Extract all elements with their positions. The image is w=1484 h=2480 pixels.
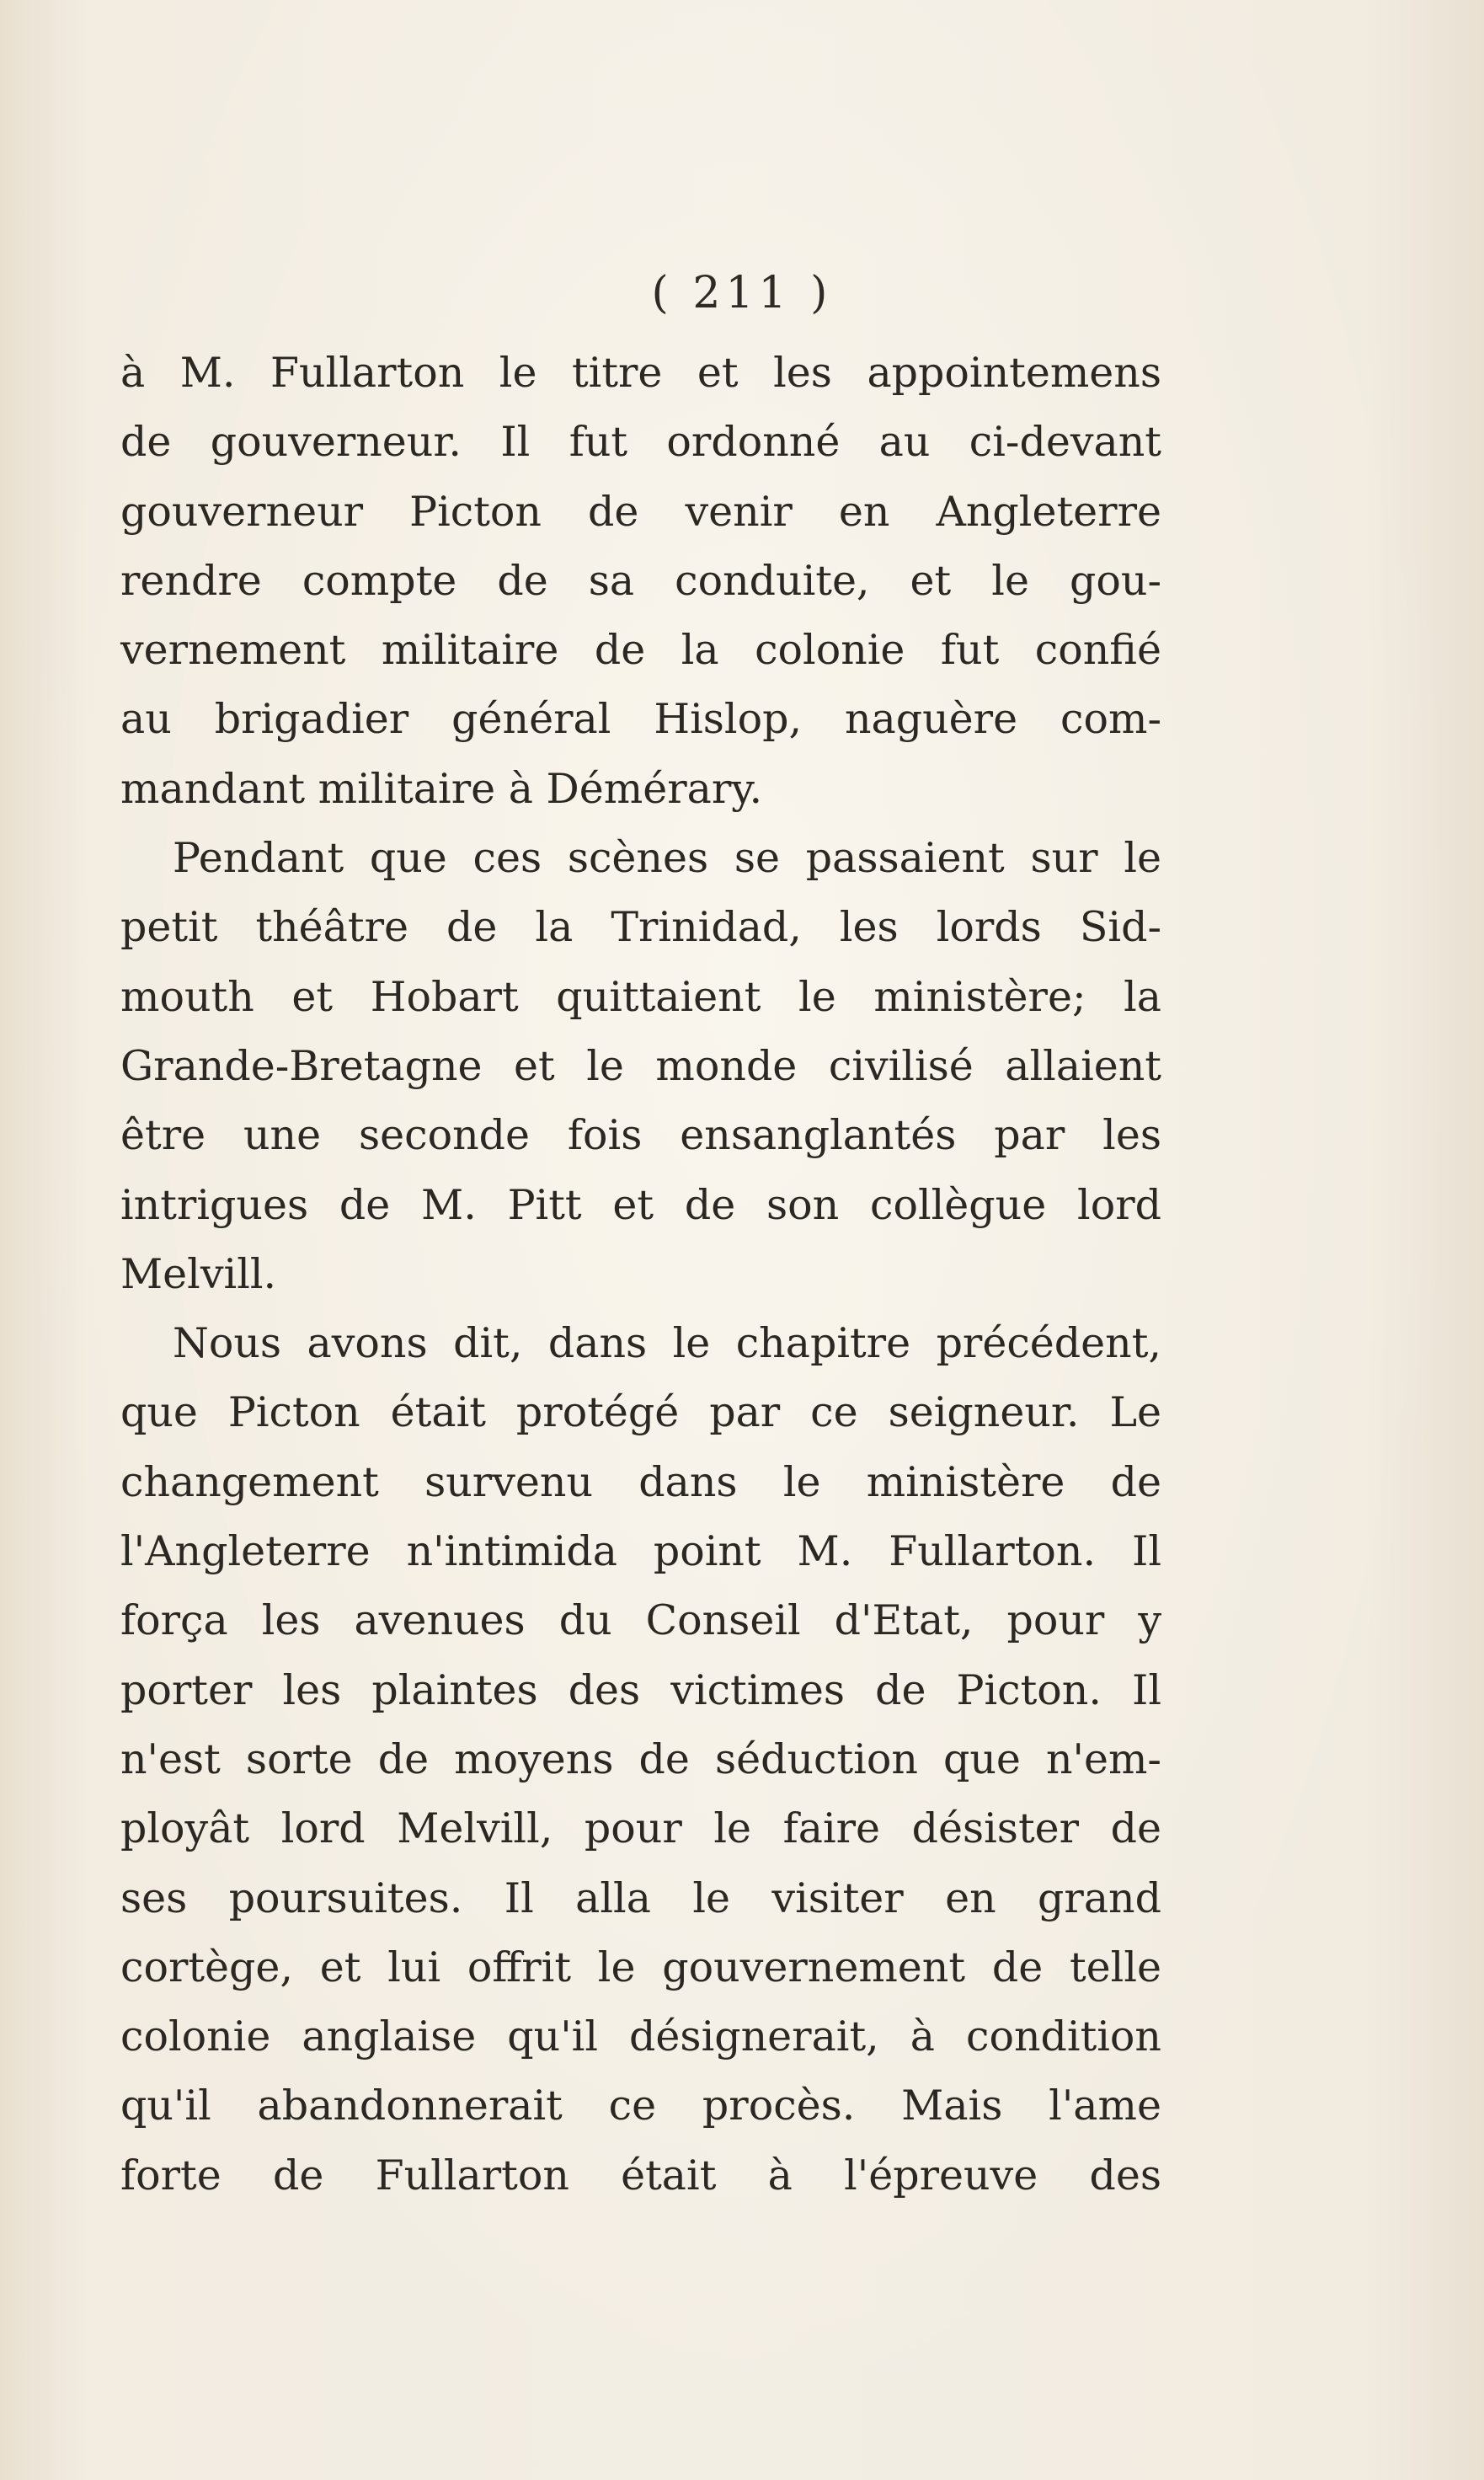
text-line: que Picton était protégé par ce seigneur. Le: [120, 1388, 1161, 1437]
page-number: ( 211 ): [651, 268, 833, 318]
text-line: être une seconde fois ensanglantés par les: [120, 1111, 1161, 1160]
text-line: Grande-Bretagne et le monde civilisé allaient: [120, 1041, 1161, 1090]
text-line: ployât lord Melvill, pour le faire désister de: [120, 1804, 1161, 1853]
text-line: n'est sorte de moyens de séduction que n'em-: [120, 1734, 1161, 1783]
text-line: cortège, et lui offrit le gouvernement de telle: [120, 1943, 1161, 1991]
text-line: petit théâtre de la Trinidad, les lords Sid-: [120, 903, 1161, 952]
text-line: forte de Fullarton était à l'épreuve des: [120, 2151, 1161, 2199]
text-line: vernement militaire de la colonie fut confié: [120, 626, 1161, 675]
body-text: [120, 339, 1161, 2210]
text-line: força les avenues du Conseil d'Etat, pour y: [120, 1596, 1161, 1645]
text-line: au brigadier général Hislop, naguère com-: [120, 695, 1161, 744]
text-line: de gouverneur. Il fut ordonné au ci-devant: [120, 418, 1161, 467]
text-line: Nous avons dit, dans le chapitre précédent,: [173, 1319, 1161, 1368]
text-line: colonie anglaise qu'il désignerait, à condition: [120, 2012, 1161, 2061]
text-line: mouth et Hobart quittaient le ministère; la: [120, 972, 1161, 1021]
paragraph-3: [120, 1309, 1161, 2210]
text-line: intrigues de M. Pitt et de son collègue lord: [120, 1180, 1161, 1229]
text-line: l'Angleterre n'intimida point M. Fullarton. Il: [120, 1527, 1161, 1576]
text-line: mandant militaire à Démérary.: [120, 764, 763, 813]
text-line: gouverneur Picton de venir en Angleterre: [120, 487, 1161, 536]
text-line: Pendant que ces scènes se passaient sur le: [173, 834, 1161, 883]
text-line: qu'il abandonnerait ce procès. Mais l'ame: [120, 2082, 1161, 2130]
text-line: changement survenu dans le ministère de: [120, 1457, 1161, 1506]
text-line: porter les plaintes des victimes de Picton. Il: [120, 1665, 1161, 1714]
text-line: Melvill.: [120, 1249, 277, 1298]
text-line: à M. Fullarton le titre et les appointemens: [120, 349, 1161, 397]
paragraph-1: [120, 339, 1161, 824]
text-line: ses poursuites. Il alla le visiter en grand: [120, 1873, 1161, 1922]
text-line: rendre compte de sa conduite, et le gou-: [120, 556, 1161, 605]
paragraph-2: [120, 824, 1161, 1309]
